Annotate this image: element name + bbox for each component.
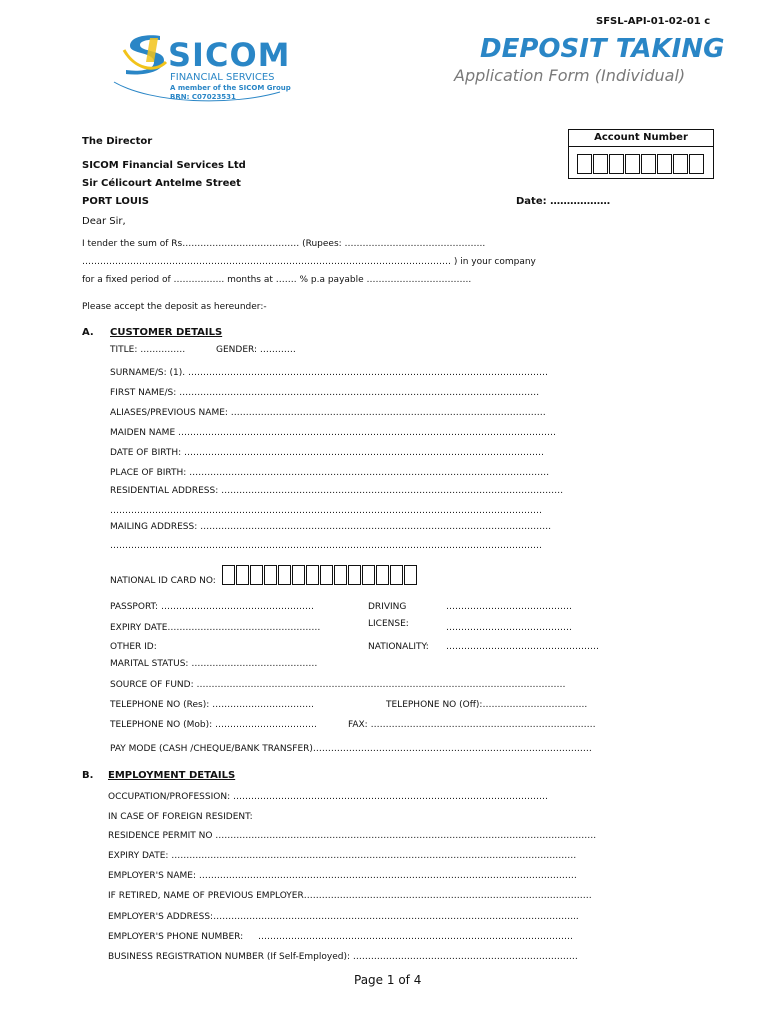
account-digit-box[interactable] <box>609 154 624 174</box>
passport-field[interactable]: PASSPORT: …………………………………………… <box>110 602 314 612</box>
form-subtitle: Application Form (Individual) <box>454 66 686 85</box>
section-a-letter: A. <box>82 327 94 338</box>
aliases-field[interactable]: ALIASES/PREVIOUS NAME: …………………………………………………………………………………………… <box>110 408 546 418</box>
account-digit-box[interactable] <box>673 154 688 174</box>
license-field[interactable]: …………………………………… <box>446 623 572 633</box>
form-title: DEPOSIT TAKING <box>480 34 725 64</box>
mailing-address-line-2[interactable]: ……………………………………………………………………………………………………………………………… <box>110 541 542 551</box>
account-number-boxes[interactable] <box>569 147 713 174</box>
occupation-field[interactable]: OCCUPATION/PROFESSION: …………………………………………………………………………………………… <box>108 792 548 802</box>
account-digit-box[interactable] <box>641 154 656 174</box>
nic-char-box[interactable] <box>390 565 403 585</box>
account-digit-box[interactable] <box>593 154 608 174</box>
maiden-name-field[interactable]: MAIDEN NAME ……………………………………………………………………………………………………………… <box>110 428 556 438</box>
residential-address-line-2[interactable]: ……………………………………………………………………………………………………………………………… <box>110 506 542 516</box>
nic-char-box[interactable] <box>404 565 417 585</box>
nic-char-box[interactable] <box>334 565 347 585</box>
nic-char-box[interactable] <box>362 565 375 585</box>
nic-char-box[interactable] <box>222 565 235 585</box>
greeting: Dear Sir, <box>82 216 126 227</box>
first-name-field[interactable]: FIRST NAME/S: ………………………………………………………………………………………………………… <box>110 388 540 398</box>
pay-mode-field[interactable]: PAY MODE (CASH /CHEQUE/BANK TRANSFER)………………………………………………………………………………… <box>110 744 592 754</box>
address-line-4: PORT LOUIS <box>82 196 149 207</box>
logo-brn: BRN: C07023531 <box>170 93 236 101</box>
business-registration-field[interactable]: BUSINESS REGISTRATION NUMBER (If Self-Employed): ………………………………………………………………… <box>108 952 578 962</box>
nic-boxes[interactable] <box>222 565 418 585</box>
date-field[interactable]: Date: ……………… <box>516 196 611 207</box>
nic-char-box[interactable] <box>320 565 333 585</box>
nic-char-box[interactable] <box>264 565 277 585</box>
foreign-resident-label: IN CASE OF FOREIGN RESIDENT: <box>108 812 253 822</box>
section-b-heading: EMPLOYMENT DETAILS <box>108 770 236 781</box>
nic-char-box[interactable] <box>250 565 263 585</box>
account-digit-box[interactable] <box>577 154 592 174</box>
employer-phone-label: EMPLOYER'S PHONE NUMBER: <box>108 932 244 942</box>
nic-char-box[interactable] <box>348 565 361 585</box>
page-number: Page 1 of 4 <box>354 973 422 987</box>
nationality-field[interactable]: …………………………………………… <box>446 642 599 652</box>
marital-status-field[interactable]: MARITAL STATUS: …………………………………… <box>110 659 318 669</box>
logo-swoosh <box>112 80 282 106</box>
fax-field[interactable]: FAX: ………………………………………………………………… <box>348 720 596 730</box>
account-digit-box[interactable] <box>657 154 672 174</box>
nic-char-box[interactable] <box>292 565 305 585</box>
account-number-label: Account Number <box>569 130 713 147</box>
tel-off-field[interactable]: TELEPHONE NO (Off):…………………………….. <box>386 700 588 710</box>
expiry-date-field[interactable]: EXPIRY DATE…………………………………………… <box>110 623 321 633</box>
account-digit-box[interactable] <box>689 154 704 174</box>
residential-address-field[interactable]: RESIDENTIAL ADDRESS: …………………………………………………………………………………………………… <box>110 486 564 496</box>
surname-field[interactable]: SURNAME/S: (1). ………………………………………………………………………………………………………… <box>110 368 549 378</box>
nic-char-box[interactable] <box>306 565 319 585</box>
tel-res-field[interactable]: TELEPHONE NO (Res): ……………………………. <box>110 700 314 710</box>
gender-field[interactable]: GENDER: ………… <box>216 345 296 355</box>
previous-employer-field[interactable]: IF RETIRED, NAME OF PREVIOUS EMPLOYER…………………………………………………………………………………… <box>108 891 592 901</box>
nationality-label: NATIONALITY: <box>368 642 429 652</box>
source-of-fund-field[interactable]: SOURCE OF FUND: …………………………………………………………………………………………………………… <box>110 680 566 690</box>
tender-line-3[interactable]: for a fixed period of …………….. months at ……. % p.a payable …………………………….. <box>82 275 472 285</box>
title-field[interactable]: TITLE: …………… <box>110 345 186 355</box>
nic-char-box[interactable] <box>236 565 249 585</box>
permit-expiry-field[interactable]: EXPIRY DATE: ……………………………………………………………………………………………………………………… <box>108 851 577 861</box>
tender-line-2[interactable]: …………………………………………………………………………………………………………… ) in your company <box>82 257 536 267</box>
account-digit-box[interactable] <box>625 154 640 174</box>
nic-char-box[interactable] <box>376 565 389 585</box>
section-a-heading: CUSTOMER DETAILS <box>110 327 223 338</box>
logo-name: SICOM <box>168 36 291 74</box>
employer-address-field[interactable]: EMPLOYER'S ADDRESS:………………………………………………………………………………………………………….. <box>108 912 579 922</box>
nic-char-box[interactable] <box>278 565 291 585</box>
tel-mob-field[interactable]: TELEPHONE NO (Mob): ……………………………. <box>110 720 317 730</box>
accept-text: Please accept the deposit as hereunder:- <box>82 302 267 312</box>
form-code: SFSL-API-01-02-01 c <box>596 16 711 27</box>
logo-tagline: FINANCIAL SERVICES <box>170 72 275 83</box>
logo-member: A member of the SICOM Group <box>170 84 291 92</box>
license-label: LICENSE: <box>368 619 409 629</box>
section-b-letter: B. <box>82 770 94 781</box>
driving-label: DRIVING <box>368 602 407 612</box>
dob-field[interactable]: DATE OF BIRTH: ………………………………………………………………………………………………………… <box>110 448 544 458</box>
residence-permit-field[interactable]: RESIDENCE PERMIT NO ………………………………………………………………………………………………………………. <box>108 831 597 841</box>
employer-name-field[interactable]: EMPLOYER'S NAME: ……………………………………………………………………………………………………………… <box>108 871 577 881</box>
sicom-logo-icon <box>120 32 168 76</box>
driving-field[interactable]: …………………………………… <box>446 602 572 612</box>
address-line-1: The Director <box>82 136 153 147</box>
tender-line-1[interactable]: I tender the sum of Rs………………………………… (Rupees: ……………………………………….. <box>82 239 486 249</box>
other-id-field[interactable]: OTHER ID: <box>110 642 157 652</box>
address-line-2: SICOM Financial Services Ltd <box>82 160 246 171</box>
address-line-3: Sir Célicourt Antelme Street <box>82 178 241 189</box>
pob-field[interactable]: PLACE OF BIRTH: ………………………………………………………………………………………………………… <box>110 468 550 478</box>
mailing-address-field[interactable]: MAILING ADDRESS: ……………………………………………………………………………………………………… <box>110 522 552 532</box>
employer-phone-field[interactable]: …………………………………………………………………………………………… <box>258 932 573 942</box>
account-number-box <box>568 129 714 179</box>
nic-label: NATIONAL ID CARD NO: <box>110 576 216 586</box>
